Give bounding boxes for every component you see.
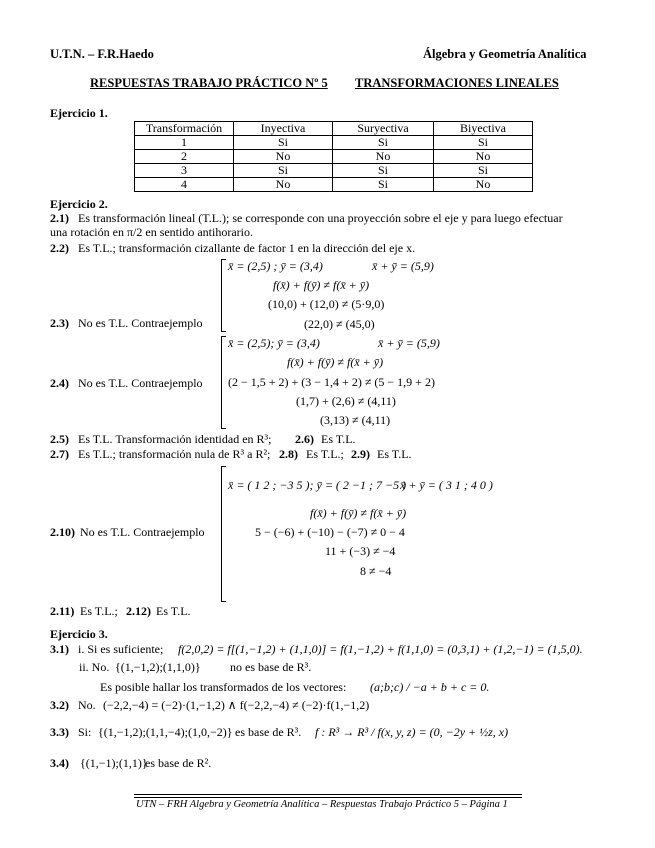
item-number: 3.2) xyxy=(50,698,69,712)
item-number: 3.3) xyxy=(50,725,69,739)
math-line: (22,0) ≠ (45,0) xyxy=(304,317,375,331)
table-cell: Si xyxy=(434,164,533,178)
math-line: x̄ + ȳ = (5,9) xyxy=(378,336,440,350)
item-number: 3.1) xyxy=(50,642,69,656)
math-line: f : R³ → R³ / f(x, y, z) = (0, −2y + ½z, x) xyxy=(315,725,509,739)
item-3-2-text: No. xyxy=(78,698,96,712)
ej3-heading: Ejercicio 3. xyxy=(50,627,108,641)
item-3-1-b-tail: no es base de R³. xyxy=(230,660,312,674)
math-line: x̄ + ȳ = ( 3 1 ; 4 0 ) xyxy=(400,478,493,492)
item-number: 2.3) xyxy=(50,316,69,330)
item-2-1-text-cont: una rotación en π/2 en sentido antihorario. xyxy=(50,225,253,239)
item-number: 2.7) xyxy=(50,447,69,461)
page-title: RESPUESTAS TRABAJO PRÁCTICO Nº 5 xyxy=(90,76,328,90)
math-line: x̄ = (2,5) ; ȳ = (3,4) xyxy=(228,259,323,273)
col-header: Inyectiva xyxy=(234,122,333,136)
table-cell: Si xyxy=(234,164,333,178)
header-right: Álgebra y Geometría Analítica xyxy=(423,47,587,61)
item-3-1-c: Es posible hallar los transformados de los vectores: xyxy=(100,680,347,694)
math-line: 5 − (−6) + (−10) − (−7) ≠ 0 − 4 xyxy=(255,525,405,539)
col-header: Suryectiva xyxy=(333,122,434,136)
item-3-4-tail: es base de R². xyxy=(145,756,212,770)
math-line: {(1,−1,2);(1,1,0)} xyxy=(115,660,201,674)
math-line: 8 ≠ −4 xyxy=(360,564,392,578)
math-line: 11 + (−3) ≠ −4 xyxy=(325,544,396,558)
item-2-3-text: No es T.L. Contraejemplo xyxy=(78,316,203,330)
page-subtitle: TRANSFORMACIONES LINEALES xyxy=(355,76,559,90)
footer-rule xyxy=(134,794,522,795)
math-line: (−2,2,−4) = (−2)·(1,−1,2) ∧ f(−2,2,−4) ≠ (−2)·f(1,−1,2) xyxy=(103,698,370,712)
table-cell: Si xyxy=(234,136,333,150)
item-number: 2.2) xyxy=(50,241,69,255)
table-cell: Si xyxy=(333,164,434,178)
math-line: (a;b;c) / −a + b + c = 0. xyxy=(370,680,490,694)
table-header-row xyxy=(135,122,533,136)
item-2-4-text: No es T.L. Contraejemplo xyxy=(78,376,203,390)
math-line: f(x̄) + f(ȳ) ≠ f(x̄ + ȳ) xyxy=(287,355,384,369)
ej1-heading: Ejercicio 1. xyxy=(50,106,108,120)
table-row xyxy=(135,164,533,178)
math-line: f(x̄) + f(ȳ) ≠ f(x̄ + ȳ) xyxy=(273,278,370,292)
item-number: 2.5) xyxy=(50,432,69,446)
col-header: Biyectiva xyxy=(434,122,533,136)
math-line: (10,0) + (12,0) ≠ (5·9,0) xyxy=(268,297,385,311)
item-number: 2.1) xyxy=(50,211,69,225)
item-number: 2.4) xyxy=(50,376,69,390)
math-line: f(x̄) + f(ȳ) ≠ f(x̄ + ȳ) xyxy=(310,506,407,520)
item-2-12-text: Es T.L. xyxy=(156,604,191,618)
table-cell: 4 xyxy=(135,178,234,192)
item-2-1-text: Es transformación lineal (T.L.); se corresponde con una proyección sobre el eje y para luego efectuar xyxy=(78,211,563,225)
footer-rule xyxy=(134,797,522,798)
math-line: (1,7) + (2,6) ≠ (4,11) xyxy=(296,394,396,408)
ej2-heading: Ejercicio 2. xyxy=(50,197,108,211)
math-line: (2 − 1,5 + 2) + (3 − 1,4 + 2) ≠ (5 − 1,9 + 2) xyxy=(228,375,435,389)
math-line: x̄ = ( 1 2 ; −3 5 ); ȳ = ( 2 −1 ; 7 −5 ) xyxy=(228,478,407,492)
item-number: 2.8) xyxy=(279,447,298,461)
item-2-5-text: Es T.L. Transformación identidad en R³; xyxy=(78,432,272,446)
item-3-3-text: Si: xyxy=(78,725,92,739)
item-number: 2.9) xyxy=(351,447,370,461)
math-line: x̄ + ȳ = (5,9) xyxy=(372,259,434,273)
brace xyxy=(221,466,226,602)
table-row xyxy=(135,136,533,150)
item-2-2-text: Es T.L.; transformación cizallante de factor 1 en la dirección del eje x. xyxy=(78,241,416,255)
item-3-1-a: i. Si es suficiente; xyxy=(78,642,164,656)
table-cell: No xyxy=(234,178,333,192)
table-cell: Si xyxy=(434,136,533,150)
table-row xyxy=(135,178,533,192)
item-3-3-tail: es base de R³. xyxy=(235,725,302,739)
table-cell: 2 xyxy=(135,150,234,164)
item-number: 2.10) xyxy=(50,525,75,539)
table-cell: No xyxy=(434,178,533,192)
item-2-8-text: Es T.L.; xyxy=(306,447,344,461)
item-number: 2.6) xyxy=(295,432,314,446)
math-line: x̄ = (2,5); ȳ = (3,4) xyxy=(228,336,320,350)
ej1-table xyxy=(134,121,533,192)
item-2-9-text: Es T.L. xyxy=(377,447,412,461)
table-cell: No xyxy=(434,150,533,164)
item-2-11-text: Es T.L.; xyxy=(80,604,118,618)
item-number: 2.12) xyxy=(126,604,151,618)
col-header: Transformación xyxy=(135,122,234,136)
table-cell: Si xyxy=(333,136,434,150)
math-line: (3,13) ≠ (4,11) xyxy=(320,413,391,427)
item-number: 2.11) xyxy=(50,604,75,618)
header-left: U.T.N. – F.R.Haedo xyxy=(50,47,154,61)
math-line: {(1,−1);(1,1)} xyxy=(80,756,148,770)
table-cell: No xyxy=(234,150,333,164)
table-cell: Si xyxy=(333,178,434,192)
table-cell: No xyxy=(333,150,434,164)
math-line: f(2,0,2) = f[(1,−1,2) + (1,1,0)] = f(1,−1,2) + f(1,1,0) = (0,3,1) + (1,2,−1) = (1,5,0). xyxy=(178,642,583,656)
brace xyxy=(221,259,226,332)
footer-text: UTN – FRH Algebra y Geometría Analítica – Respuestas Trabajo Práctico 5 – Página 1 xyxy=(136,799,508,810)
item-2-7-text: Es T.L.; transformación nula de R³ a R²; xyxy=(78,447,271,461)
item-3-1-b: ii. No. xyxy=(79,660,110,674)
table-row xyxy=(135,150,533,164)
item-2-10-text: No es T.L. Contraejemplo xyxy=(80,525,205,539)
item-2-6-text: Es T.L. xyxy=(321,432,356,446)
table-cell: 3 xyxy=(135,164,234,178)
math-line: {(1,−1,2);(1,1,−4);(1,0,−2)} xyxy=(98,725,233,739)
brace xyxy=(221,336,226,429)
table-cell: 1 xyxy=(135,136,234,150)
item-number: 3.4) xyxy=(50,756,69,770)
